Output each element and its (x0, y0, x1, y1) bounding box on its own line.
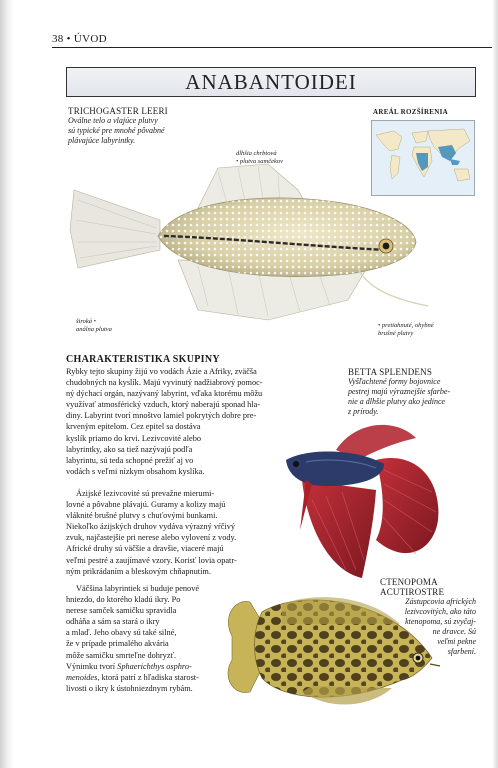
chapter-title: ANABANTOIDEI (185, 69, 357, 94)
betta-caption (348, 367, 478, 417)
page-right-edge (492, 0, 498, 768)
trichogaster-description: Oválne telo a vlajúce plutvy sú typické pre mnohé pôvabné plávajúce labyrintky. (68, 116, 165, 145)
header-rule (52, 47, 492, 48)
ctenopoma-name: CTENOPOMA ACUTIROSTRE (380, 577, 445, 597)
ctenopoma-description: Zástupcovia afrických lezivcovitých, ako táto ktenopoma, sú zvyčaj- ne dravce. Sú veľmi pekne sfarbení. (404, 597, 476, 656)
anal-fin-label: široká • análna plutva (76, 318, 112, 333)
pelvic-fin-label: • pretiahnuté, ohybné brušné plutvy (378, 322, 434, 337)
chapter-title-box (66, 67, 476, 97)
species-name-italic: Sphaerichthys osphro- menoides (66, 661, 192, 682)
trichogaster-leeri-illustration (68, 150, 430, 330)
trichogaster-caption (68, 106, 168, 146)
map-title: AREÁL ROZŠÍRENIA (373, 108, 449, 116)
betta-splendens-illustration (266, 420, 442, 580)
paragraph-3-part-a: Väčšina labyrintiek si buduje penové hniezdo, do ktorého kladú ikry. Po nerese samček samičku spravidla odháňa a sám sa stará o ikry a mlaď. Jeho obavy sú také silné, že v prípade primalého akvária môže samičku smrteľne dohryzť. Výnimku tvorí (66, 584, 200, 671)
paragraph-1: Rybky tejto skupiny žijú vo vodách Ázie a Afriky, zväčša chudobných na kyslík. Majú vyvinutý nadžiabrový pomoc- ný dýchací orgán, nazývaný labyrint, vďaka ktorému môžu využívať atmosférický vzduch, ktorý naberajú sponad hla- diny. Labyrint tvorí mnoštvo lamiel pokrytých dobre pre- krvenÿm epitelom. Cez epitel sa dostáva kyslík priamo do krvi. Lezivcovité alebo labyrintky, ako sa tiež nazývajú podľa labyrintu, sú teda schopné prežiť aj vo vodách s veľmi nízkym obsahom kyslíka. (66, 367, 263, 476)
trichogaster-name: TRICHOGASTER LEERI (68, 106, 168, 116)
betta-name: BETTA SPLENDENS (348, 367, 433, 377)
dorsal-fin-label: dlhšia chrbtová • plutva samčekov (236, 150, 284, 165)
paragraph-3-part-b: , ktorá patrí z hľadiska starost- livosti o ikry k ústohniezdnym rybám. (66, 672, 199, 693)
betta-description: Vyšľachtené formy bojovnice pestrej majú výraznejšie sfarbe- nie a dlhšie plutvy ako jedince z prírody. (348, 377, 451, 416)
paragraph-2: Ázijské lezivcovité sú prevažne mierumi- lovné a pôvabne plávajú. Guramy a kolizy majú vláknité brušné plutvy s chuťovými bunkami. Niekoľko ázijských druhov vydáva výrazný vŕčivý zvuk, najčastejšie pri nerese alebo vylovení z vody. Africké druhy sú väčšie a dravšie, viaceré majú veľmi pestré a zaujímavé vzory. Korisť lovia opatr- ným prikrádaním a bleskovým chňapnutím. (66, 489, 237, 576)
section-heading: CHARAKTERISTIKA SKUPINY (66, 354, 220, 365)
page-binding-edge (0, 0, 14, 768)
ctenopoma-acutirostre-illustration (222, 588, 446, 718)
page-number-header: 38 • ÚVOD (52, 33, 107, 45)
running-header (52, 33, 492, 49)
